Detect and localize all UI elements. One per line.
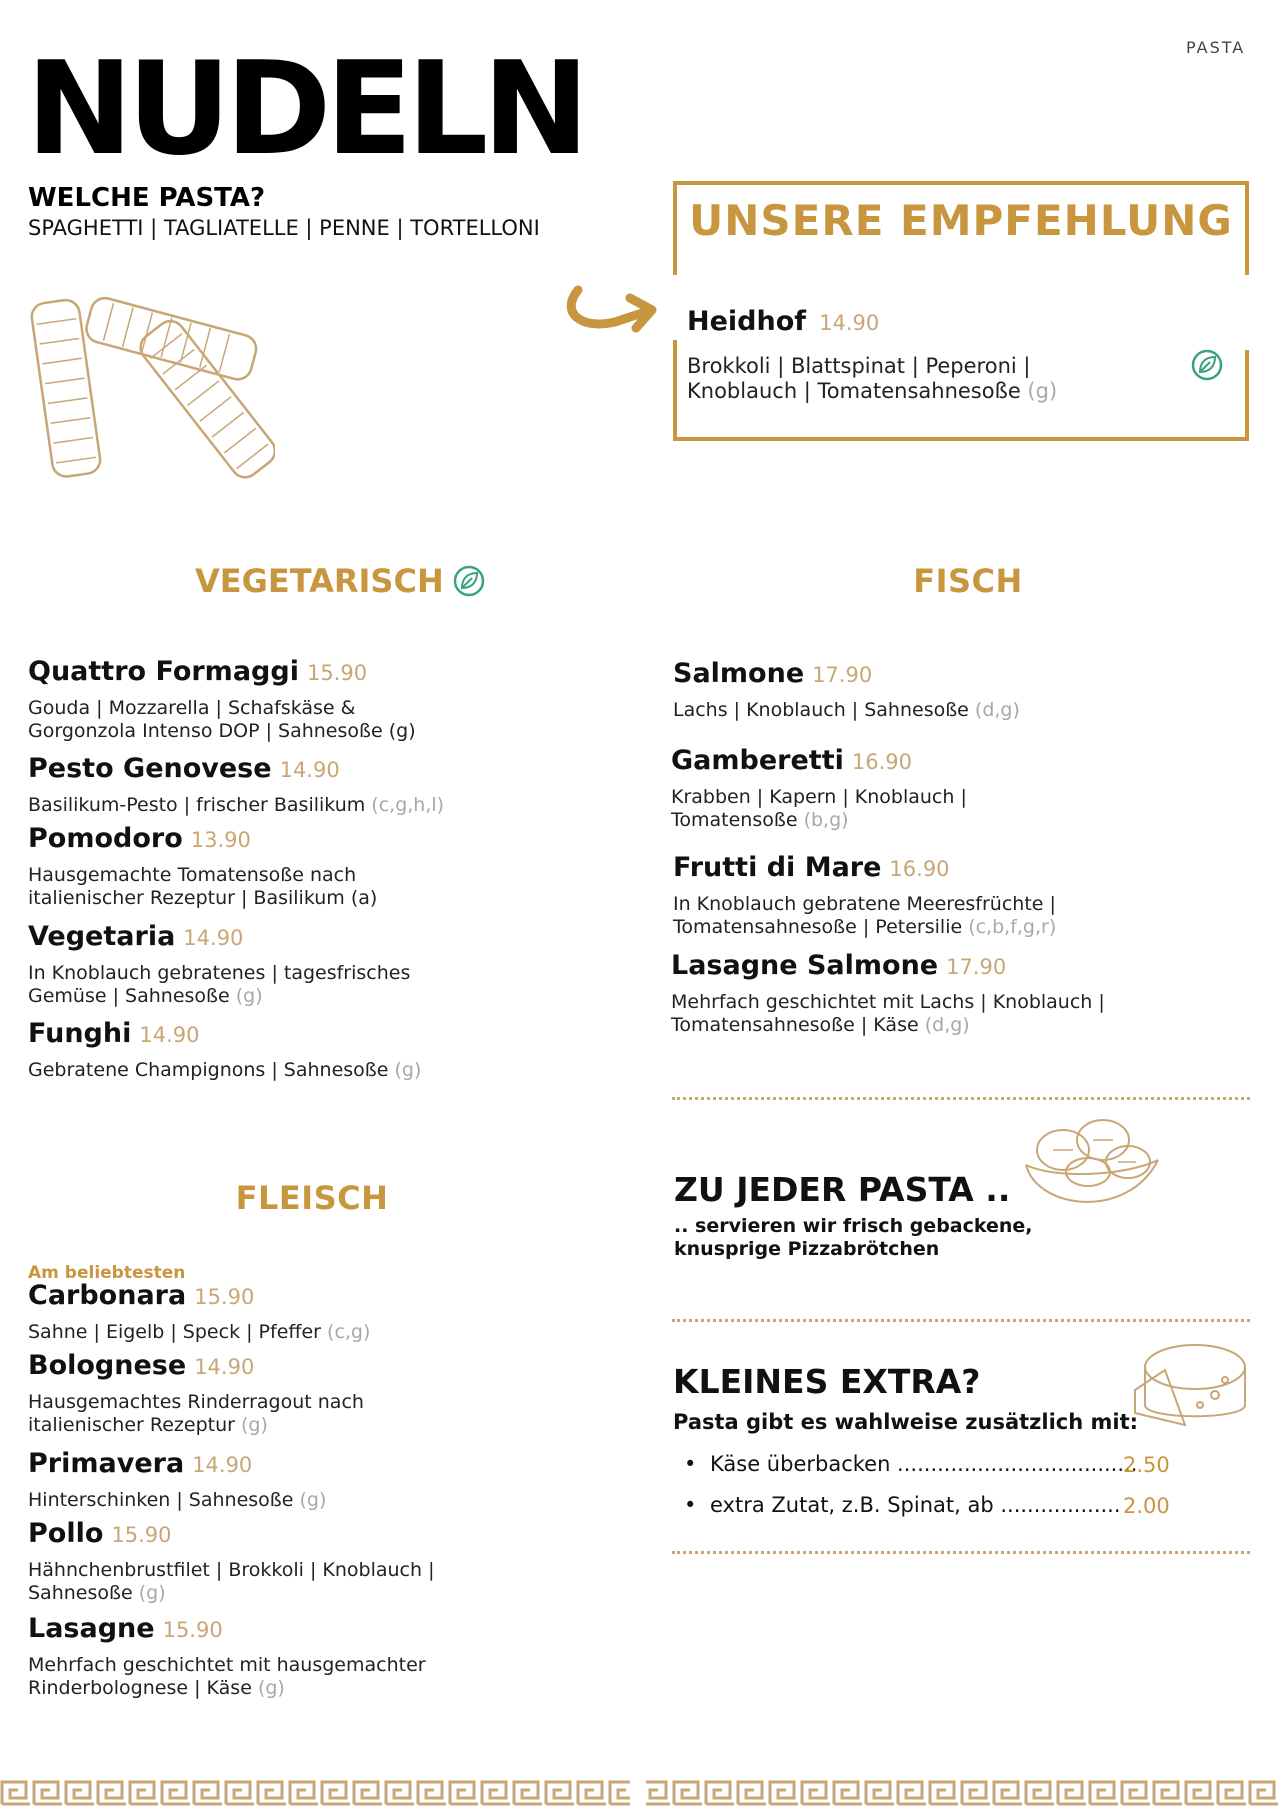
dish-name: Salmone: [673, 658, 805, 689]
extra-label: extra Zutat, z.B. Spinat, ab ..................: [710, 1493, 1121, 1517]
allergens: (c,g,h,l): [371, 794, 445, 816]
desc-line: Gorgonzola Intenso DOP | Sahnesoße (g): [28, 720, 416, 742]
desc-line: Lachs | Knoblauch | Sahnesoße: [673, 699, 969, 721]
dish-price: 14.90: [183, 926, 244, 950]
dish-desc: [28, 1321, 568, 1344]
allergens: (c,b,f,g,r): [968, 916, 1057, 938]
divider: [672, 1097, 1250, 1100]
allergens: (g): [235, 985, 263, 1007]
allergens: (g): [257, 1677, 285, 1699]
vegetarisch-heading: [195, 562, 486, 600]
desc-line: italienischer Rezeptur: [28, 1414, 235, 1436]
desc-line: In Knoblauch gebratenes | tagesfrisches: [28, 962, 411, 984]
desc-line: Sahnesoße: [28, 1582, 133, 1604]
page-title: NUDELN: [26, 35, 584, 184]
dish-desc: [28, 1654, 568, 1700]
desc-line: Sahne | Eigelb | Speck | Pfeffer: [28, 1321, 321, 1343]
pasta-question: WELCHE PASTA?: [28, 183, 266, 213]
recommendation-title: UNSERE EMPFEHLUNG: [689, 196, 1233, 245]
menu-item: [671, 950, 1211, 1037]
curved-arrow-icon: [560, 282, 660, 342]
allergens: (g): [240, 1414, 268, 1436]
dish-price: 14.90: [279, 758, 340, 782]
dish-name: Frutti di Mare: [673, 852, 882, 883]
extra-price: 2.50: [1123, 1453, 1170, 1477]
desc-line: In Knoblauch gebratene Meeresfrüchte |: [673, 893, 1056, 915]
bread-desc: [674, 1215, 1033, 1261]
desc-line: knusprige Pizzabrötchen: [674, 1238, 940, 1260]
allergens: (g): [394, 1059, 422, 1081]
desc-line: Krabben | Kapern | Knoblauch |: [671, 786, 967, 808]
cheese-wheel-illustration: [1125, 1335, 1250, 1435]
dish-name: Funghi: [28, 1018, 132, 1049]
dish-price: 14.90: [819, 311, 880, 335]
dish-name: Quattro Formaggi: [28, 656, 299, 687]
menu-item: [28, 823, 568, 910]
dish-name: Heidhof: [687, 306, 807, 337]
bullet: •: [684, 1493, 697, 1517]
dish-name: Pomodoro: [28, 823, 183, 854]
dish-desc: [28, 1059, 568, 1082]
divider: [672, 1319, 1250, 1322]
desc-line: Tomatensoße: [671, 809, 798, 831]
section-title: VEGETARISCH: [195, 562, 444, 600]
extra-title: KLEINES EXTRA?: [673, 1362, 981, 1401]
desc-line: Mehrfach geschichtet mit Lachs | Knoblauch |: [671, 991, 1105, 1013]
allergens: (g): [1027, 379, 1058, 403]
dish-name: Pollo: [28, 1518, 104, 1549]
allergens: (d,g): [924, 1014, 970, 1036]
dish-price: 15.90: [162, 1618, 223, 1642]
desc-line: Brokkoli | Blattspinat | Peperoni |: [687, 354, 1031, 378]
dish-price: 15.90: [306, 661, 368, 685]
dish-price: 17.90: [812, 663, 873, 687]
dish-price: 14.90: [139, 1023, 200, 1047]
menu-item: [28, 1350, 568, 1437]
dish-price: 14.90: [192, 1453, 253, 1477]
menu-item: [28, 1518, 568, 1605]
menu-item: [28, 656, 568, 743]
menu-item: [28, 1018, 568, 1082]
dish-price: 16.90: [889, 857, 950, 881]
dish-name: Pesto Genovese: [28, 753, 272, 784]
desc-line: Hähnchenbrustfilet | Brokkoli | Knoblauch |: [28, 1559, 435, 1581]
dish-desc: [673, 699, 1213, 722]
leaf-icon: [452, 564, 486, 598]
greek-key-border: [0, 1778, 1280, 1810]
allergens: (b,g): [803, 809, 849, 831]
extra-subtitle: Pasta gibt es wahlweise zusätzlich mit:: [673, 1410, 1139, 1434]
popular-badge: Am beliebtesten: [28, 1263, 186, 1283]
desc-line: Gemüse | Sahnesoße: [28, 985, 230, 1007]
leaf-icon: [1190, 348, 1224, 382]
extra-label: Käse überbacken ....................................: [710, 1452, 1138, 1476]
dish-name: Carbonara: [28, 1280, 187, 1311]
dish-desc: [28, 697, 568, 743]
desc-line: Tomatensahnesoße | Käse: [671, 1014, 919, 1036]
desc-line: Hinterschinken | Sahnesoße: [28, 1489, 294, 1511]
pasta-types: SPAGHETTI | TAGLIATELLE | PENNE | TORTELLONI: [28, 216, 540, 240]
menu-item: [673, 852, 1213, 939]
dish-price: 15.90: [194, 1285, 255, 1309]
dish-price: 17.90: [946, 955, 1007, 979]
rigatoni-illustration: [25, 255, 275, 490]
extra-price: 2.00: [1123, 1494, 1170, 1518]
dish-name: Lasagne: [28, 1613, 155, 1644]
desc-line: Hausgemachte Tomatensoße nach: [28, 864, 357, 886]
dish-name: Bolognese: [28, 1350, 187, 1381]
section-tag: PASTA: [1186, 38, 1246, 57]
desc-line: Hausgemachtes Rinderragout nach: [28, 1391, 364, 1413]
menu-item: [28, 753, 568, 817]
dish-desc: [28, 962, 568, 1008]
bread-basket-illustration: [1018, 1110, 1168, 1220]
allergens: (g): [299, 1489, 327, 1511]
dish-name: Lasagne Salmone: [671, 950, 939, 981]
dish-desc: [28, 1391, 568, 1437]
dish-desc: [28, 1489, 568, 1512]
fleisch-heading: FLEISCH: [235, 1179, 389, 1217]
dish-name: Gamberetti: [671, 745, 844, 776]
menu-item: [28, 1280, 568, 1344]
desc-line: Tomatensahnesoße | Petersilie: [673, 916, 963, 938]
dish-price: 14.90: [194, 1355, 255, 1379]
dish-name: Primavera: [28, 1448, 185, 1479]
dish-desc: [673, 893, 1213, 939]
recommendation-dish: [687, 306, 1227, 337]
divider: [672, 1551, 1250, 1554]
desc-line: Basilikum-Pesto | frischer Basilikum: [28, 794, 366, 816]
allergens: (g): [138, 1582, 166, 1604]
desc-line: Gebratene Champignons | Sahnesoße: [28, 1059, 389, 1081]
allergens: (d,g): [974, 699, 1020, 721]
desc-line: Knoblauch | Tomatensahnesoße: [687, 379, 1021, 403]
dish-desc: [28, 794, 568, 817]
desc-line: Rinderbolognese | Käse: [28, 1677, 252, 1699]
fisch-heading: FISCH: [913, 562, 1023, 600]
menu-item: [28, 1448, 568, 1512]
desc-line: Gouda | Mozzarella | Schafskäse &: [28, 697, 356, 719]
menu-item: [673, 658, 1213, 722]
desc-line: italienischer Rezeptur | Basilikum (a): [28, 887, 378, 909]
dish-price: 15.90: [111, 1523, 172, 1547]
recommendation-desc: [687, 354, 1167, 404]
desc-line: Mehrfach geschichtet mit hausgemachter: [28, 1654, 426, 1676]
dish-desc: [671, 991, 1211, 1037]
dish-desc: [671, 786, 1211, 832]
dish-price: 16.90: [851, 750, 912, 774]
menu-item: [28, 921, 568, 1008]
dish-desc: [28, 864, 568, 910]
dish-price: 13.90: [190, 828, 251, 852]
dish-desc: [28, 1559, 568, 1605]
bread-title: ZU JEDER PASTA ..: [674, 1170, 1011, 1209]
menu-item: [671, 745, 1211, 832]
bullet: •: [684, 1452, 697, 1476]
desc-line: .. servieren wir frisch gebackene,: [674, 1215, 1033, 1237]
allergens: (c,g): [327, 1321, 371, 1343]
dish-name: Vegetaria: [28, 921, 176, 952]
menu-item: [28, 1613, 568, 1700]
